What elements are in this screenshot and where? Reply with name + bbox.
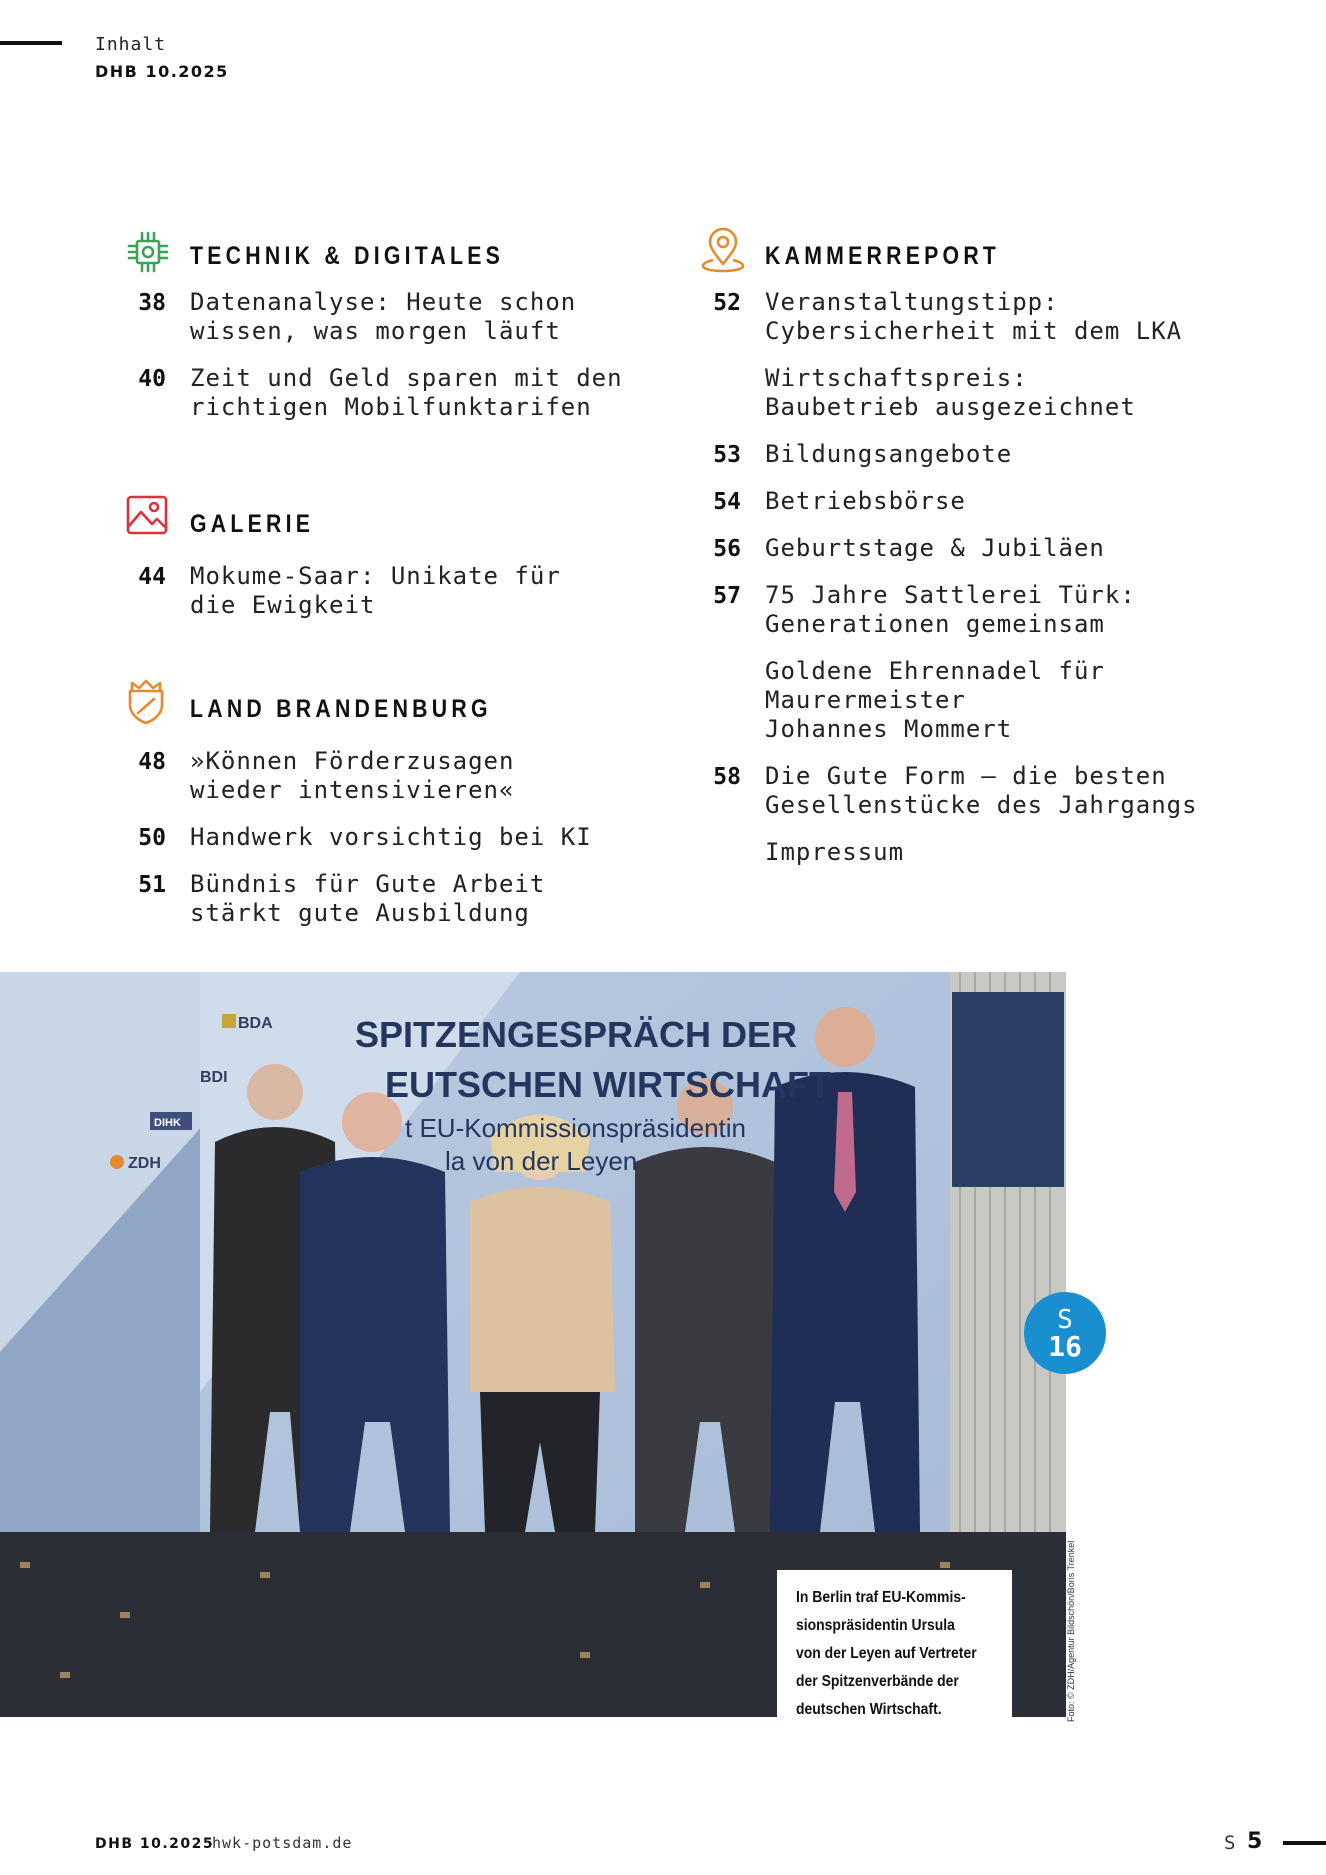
- badge-s-label: S: [1057, 1305, 1073, 1335]
- banner-line-4: la von der Leyen: [445, 1146, 638, 1176]
- entry-title: Bildungsangebote: [765, 440, 1013, 468]
- section-header: [699, 228, 1299, 278]
- banner-line-1: SPITZENGESPRÄCH DER: [355, 1014, 798, 1055]
- screen: [952, 992, 1064, 1187]
- section-title: KAMMERREPORT: [765, 242, 1001, 270]
- section-header: [124, 677, 684, 727]
- caption-text: In Berlin traf EU-Kommis- sionspräsidentin Ursula von der Leyen auf Vertreter der Spitzenverbände der deutschen Wirtschaft.: [796, 1589, 977, 1718]
- toc-entry[interactable]: [124, 823, 684, 852]
- entry-title: »Können Förderzusagen wieder intensivieren«: [190, 747, 515, 804]
- logo-bda: BDA: [238, 1015, 273, 1032]
- section-galerie: [124, 492, 684, 620]
- section-kammerreport: [699, 228, 1299, 867]
- header-label: Inhalt: [95, 34, 167, 55]
- entry-title: Goldene Ehrennadel für Maurermeister Johannes Mommert: [765, 657, 1105, 743]
- entry-page-number: 56: [713, 536, 741, 562]
- entry-title: Datenanalyse: Heute schon wissen, was morgen läuft: [190, 288, 577, 345]
- toc-entry[interactable]: [124, 288, 684, 346]
- toc-entry[interactable]: [124, 562, 684, 620]
- entry-page-number: 54: [713, 489, 741, 515]
- entry-title: Veranstaltungstipp: Cybersicherheit mit dem LKA: [765, 288, 1183, 345]
- entry-page-number: 48: [138, 749, 166, 775]
- map-pin-icon: [699, 228, 747, 276]
- toc-entry[interactable]: [699, 364, 1299, 422]
- entry-title: Handwerk vorsichtig bei KI: [190, 823, 592, 851]
- toc-entry[interactable]: [699, 838, 1299, 867]
- photo-credit: Foto: © ZDH/Agentur Bildschön/Boris Trenkel: [1066, 1540, 1076, 1722]
- toc-entry[interactable]: [699, 581, 1299, 639]
- entry-page-number: 53: [713, 442, 741, 468]
- banner-line-2: EUTSCHEN WIRTSCHAFT: [385, 1064, 831, 1105]
- logo-dihk: DIHK: [154, 1117, 181, 1129]
- footer-url[interactable]: hwk-potsdam.de: [212, 1834, 353, 1852]
- entry-page-number: 50: [138, 825, 166, 851]
- entry-title: Betriebsbörse: [765, 487, 966, 515]
- entry-page-number: 40: [138, 366, 166, 392]
- entry-title: Wirtschaftspreis: Baubetrieb ausgezeichnet: [765, 364, 1136, 421]
- toc-entry[interactable]: [124, 747, 684, 805]
- toc-entry[interactable]: [699, 487, 1299, 516]
- entry-title: Impressum: [765, 838, 905, 866]
- entry-page-number: 52: [713, 290, 741, 316]
- section-technik: [124, 228, 684, 422]
- crown-shield-icon: [124, 677, 172, 725]
- entry-page-number: 38: [138, 290, 166, 316]
- section-header: [124, 492, 684, 542]
- entry-title: Bündnis für Gute Arbeit stärkt gute Ausbildung: [190, 870, 546, 927]
- section-title: TECHNIK & DIGITALES: [190, 242, 505, 270]
- entry-title: Zeit und Geld sparen mit den richtigen Mobilfunktarifen: [190, 364, 623, 421]
- entry-page-number: 44: [138, 564, 166, 590]
- entry-title: Mokume-Saar: Unikate für die Ewigkeit: [190, 562, 561, 619]
- photo-caption: [777, 1570, 1012, 1717]
- toc-entry[interactable]: [699, 534, 1299, 563]
- toc-entry[interactable]: [124, 364, 684, 422]
- badge-page-number: 16: [1048, 1330, 1082, 1363]
- section-brandenburg: [124, 677, 684, 928]
- chip-icon: [124, 228, 172, 276]
- entry-page-number: 57: [713, 583, 741, 609]
- toc-entry[interactable]: [699, 657, 1299, 744]
- toc-entry[interactable]: [699, 440, 1299, 469]
- logo-bdi: BDI: [200, 1069, 228, 1086]
- entry-page-number: 58: [713, 764, 741, 790]
- header-rule: [0, 41, 62, 45]
- toc-entry[interactable]: [124, 870, 684, 928]
- section-title: GALERIE: [190, 510, 315, 538]
- entry-title: 75 Jahre Sattlerei Türk: Generationen gemeinsam: [765, 581, 1136, 638]
- page-ref-badge[interactable]: [1024, 1292, 1106, 1374]
- logo-zdh: ZDH: [128, 1155, 161, 1172]
- section-title: LAND BRANDENBURG: [190, 695, 492, 723]
- image-icon: [124, 492, 172, 540]
- footer-page-label: S: [1224, 1832, 1236, 1854]
- entry-page-number: 51: [138, 872, 166, 898]
- banner-line-3: t EU-Kommissionspräsidentin: [405, 1113, 747, 1143]
- footer-page-number: 5: [1247, 1829, 1263, 1854]
- toc-entry[interactable]: [699, 288, 1299, 346]
- section-header: [124, 228, 684, 278]
- footer-issue: DHB 10.2025: [95, 1836, 215, 1852]
- header-issue: DHB 10.2025: [95, 62, 229, 81]
- entry-title: Die Gute Form – die besten Gesellenstücke des Jahrgangs: [765, 762, 1198, 819]
- toc-entry[interactable]: [699, 762, 1299, 820]
- footer-rule: [1283, 1841, 1326, 1845]
- entry-title: Geburtstage & Jubiläen: [765, 534, 1105, 562]
